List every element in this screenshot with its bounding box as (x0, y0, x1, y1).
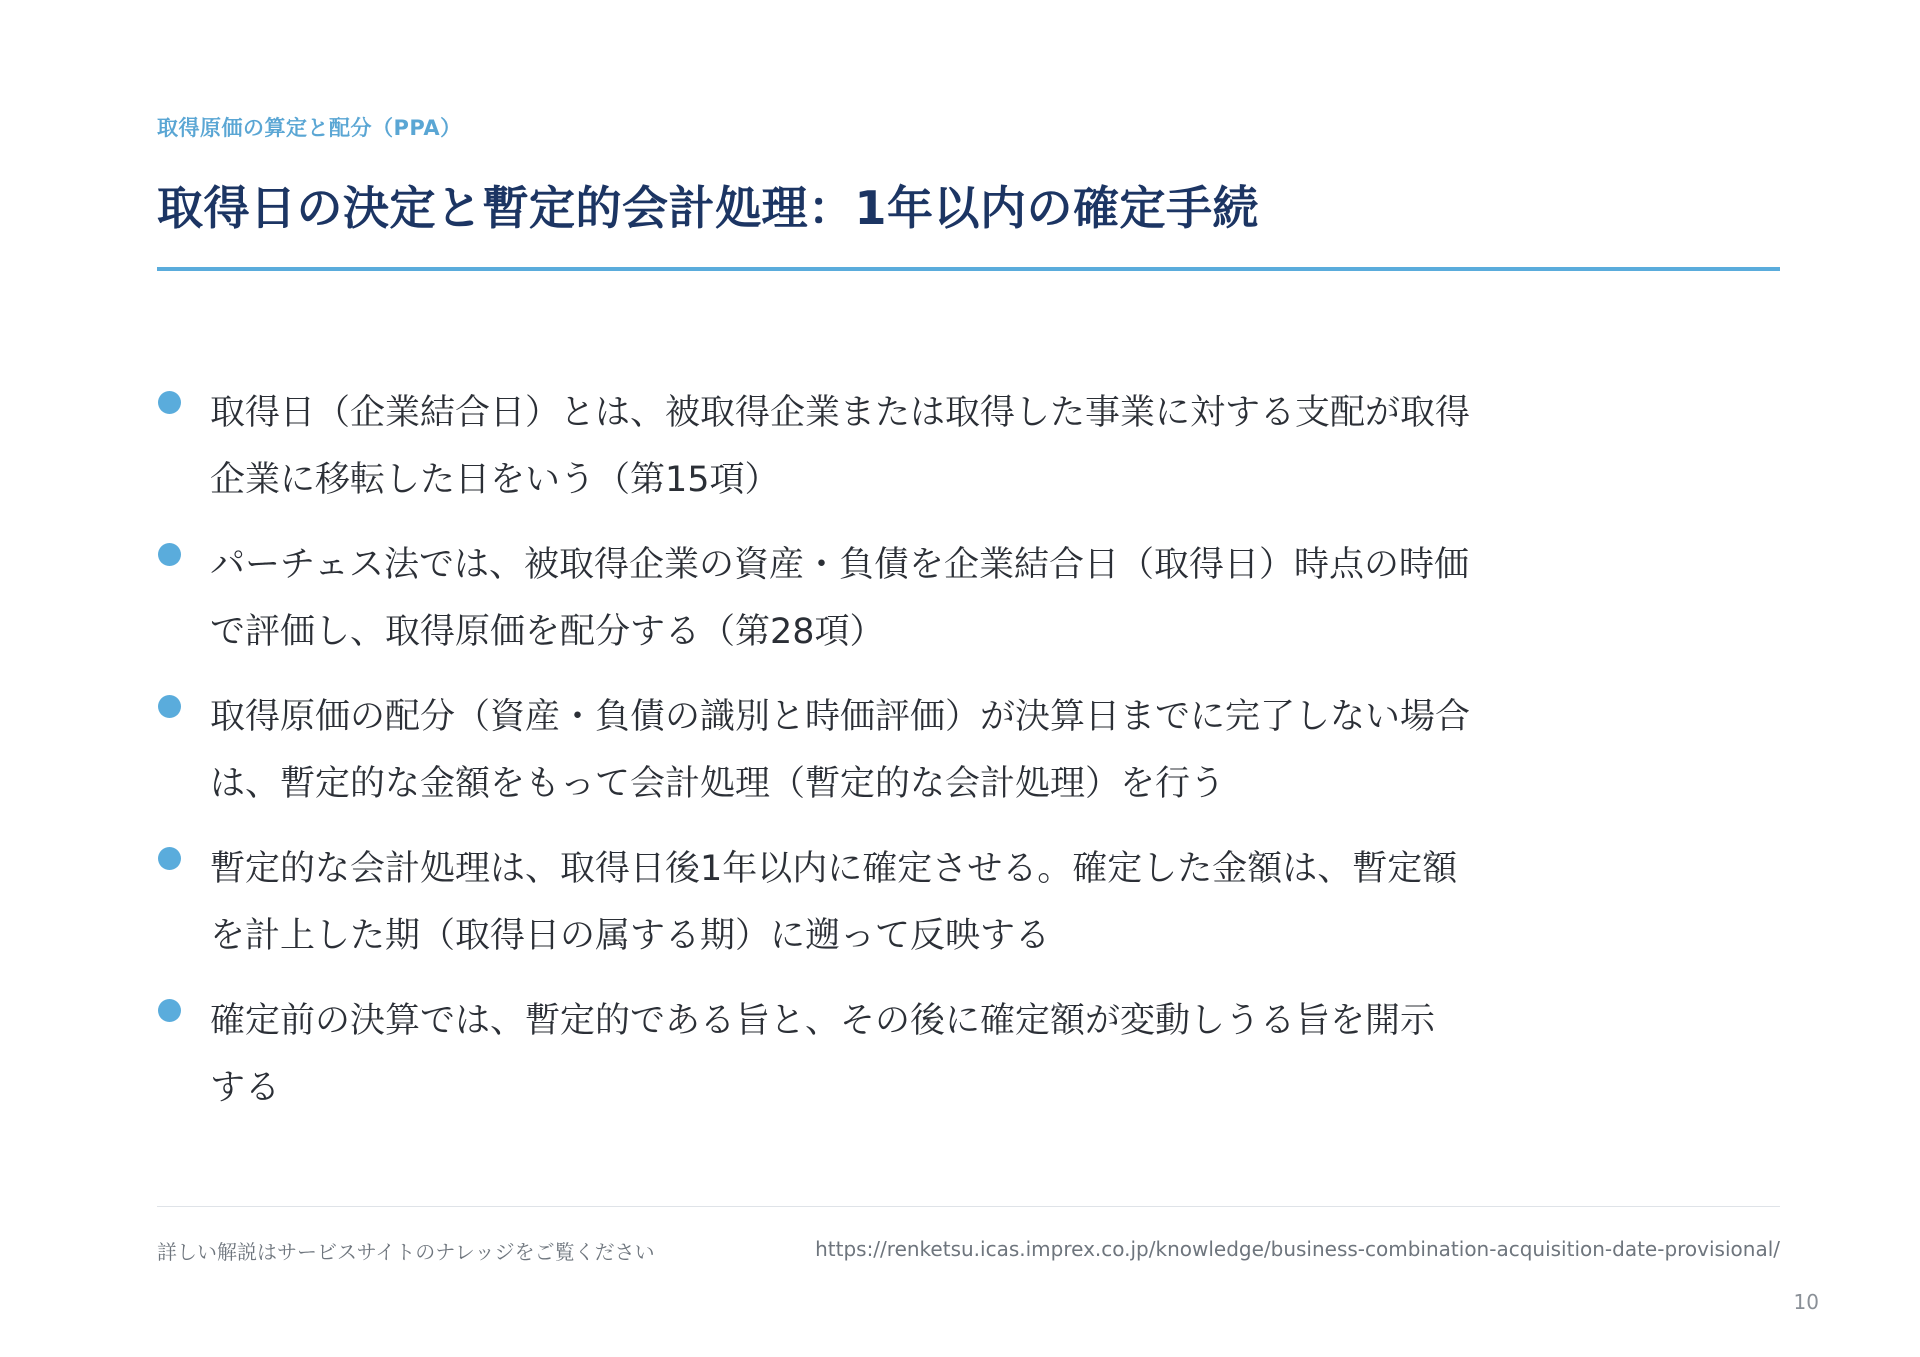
page-title: 取得日の決定と暫定的会計処理：1年以内の確定手続 (157, 181, 1260, 235)
bullet-line: 取得原価の配分（資産・負債の識別と時価評価）が決算日までに完了しない場合 (210, 697, 1471, 737)
list-item (157, 380, 1557, 514)
footer-url-link[interactable]: https://renketsu.icas.imprex.co.jp/knowledge/business-combination-acquisition-date-provisional/ (815, 1237, 1780, 1261)
bullet-line: を計上した期（取得日の属する期）に遡って反映する (210, 916, 1051, 956)
bullet-icon (158, 847, 181, 870)
bullet-line: 取得日（企業結合日）とは、被取得企業または取得した事業に対する支配が取得 (210, 393, 1471, 433)
bullet-text (210, 532, 1545, 666)
bullet-line: パーチェス法では、被取得企業の資産・負債を企業結合日（取得日）時点の時価 (210, 545, 1469, 585)
bullet-line: 暫定的な会計処理は、取得日後1年以内に確定させる。確定した金額は、暫定額 (210, 849, 1458, 889)
bullet-text (210, 380, 1545, 514)
bullet-list (157, 380, 1557, 1140)
bullet-text (210, 836, 1545, 970)
section-label: 取得原価の算定と配分（PPA） (157, 116, 462, 140)
bullet-line: は、暫定的な金額をもって会計処理（暫定的な会計処理）を行う (210, 764, 1226, 804)
bullet-text (210, 684, 1545, 818)
list-item (157, 684, 1557, 818)
list-item (157, 532, 1557, 666)
bullet-icon (158, 391, 181, 414)
bullet-text (210, 988, 1545, 1122)
bullet-icon (158, 543, 181, 566)
bullet-line: で評価し、取得原価を配分する（第28項） (210, 612, 885, 652)
bullet-icon (158, 695, 181, 718)
footer-divider (157, 1206, 1780, 1207)
footer-note: 詳しい解説はサービスサイトのナレッジをご覧ください (157, 1240, 655, 1264)
page-number: 10 (1793, 1290, 1819, 1314)
bullet-line: 企業に移転した日をいう（第15項） (210, 460, 780, 500)
list-item (157, 988, 1557, 1122)
title-divider (157, 267, 1780, 271)
bullet-line: する (210, 1068, 281, 1108)
list-item (157, 836, 1557, 970)
bullet-line: 確定前の決算では、暫定的である旨と、その後に確定額が変動しうる旨を開示 (210, 1001, 1436, 1041)
bullet-icon (158, 999, 181, 1022)
